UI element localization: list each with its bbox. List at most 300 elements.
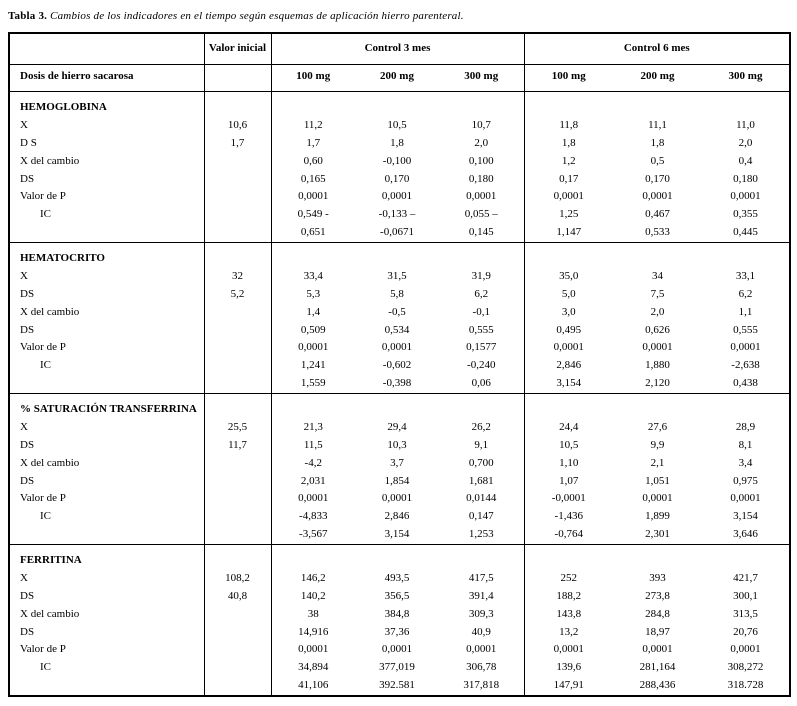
caption-label: Tabla 3. (8, 10, 48, 22)
cell-value: 0,467 (645, 208, 670, 220)
cell-value: 18,97 (645, 625, 670, 638)
table-row (9, 117, 790, 135)
table-row (9, 171, 790, 189)
cell-valor-inicial (204, 322, 271, 340)
cell-value: 2,1 (650, 456, 665, 469)
cell-value: 40,9 (439, 624, 524, 642)
empty-cell (524, 91, 613, 117)
cell-value: 1,880 (645, 359, 670, 371)
cell-valor-inicial (204, 677, 271, 696)
cell-value: 0,438 (733, 376, 758, 389)
row-label: IC (9, 206, 204, 224)
cell-value: 3,4 (738, 456, 753, 469)
cell-value: -0,1 (439, 304, 524, 322)
empty-cell (702, 91, 790, 117)
cell-value: 34 (652, 270, 663, 283)
header-dose-300-6mes: 300 mg (702, 64, 790, 91)
cell-valor-inicial (204, 224, 271, 242)
cell-value: 11,2 (303, 119, 323, 132)
cell-value: 11,1 (648, 119, 667, 132)
cell-valor-inicial: 10,6 (204, 117, 271, 135)
row-label: IC (9, 508, 204, 526)
cell-value: 0,975 (733, 474, 758, 487)
table-row (9, 490, 790, 508)
cell-value: 0,0001 (298, 341, 329, 354)
cell-value: 14,916 (298, 625, 329, 638)
table-row (9, 375, 790, 393)
cell-value: 0,145 (439, 224, 524, 242)
row-label (9, 224, 204, 242)
header-empty-cell (9, 33, 204, 64)
cell-value: 38 (307, 607, 319, 620)
empty-cell (439, 544, 524, 570)
cell-value: -0,133 – (378, 208, 416, 220)
cell-value: 288,436 (639, 678, 676, 691)
cell-value: 0,495 (556, 323, 582, 336)
cell-value: 6,2 (439, 286, 524, 304)
caption-text: Cambios de los indicadores en el tiempo según esquemas de aplicación hierro parenteral. (50, 10, 464, 22)
row-label (9, 526, 204, 544)
cell-value: 41,106 (298, 678, 329, 691)
header-dose-row (9, 64, 790, 91)
table-row (9, 437, 790, 455)
cell-value: 29,4 (387, 421, 407, 434)
table-row (9, 659, 790, 677)
cell-value: 10,5 (559, 439, 579, 451)
cell-value: 10,5 (387, 119, 407, 132)
cell-value: 0,055 – (439, 206, 524, 224)
cell-value: 188,2 (556, 590, 582, 602)
cell-valor-inicial (204, 606, 271, 624)
cell-value: 0,651 (300, 225, 326, 238)
cell-valor-inicial: 40,8 (204, 588, 271, 606)
empty-cell (613, 242, 702, 268)
empty-cell (271, 393, 355, 419)
cell-valor-inicial: 1,7 (204, 135, 271, 153)
cell-value: 1,241 (300, 359, 326, 371)
cell-value: 0,555 (439, 322, 524, 340)
section-title: HEMOGLOBINA (9, 91, 204, 117)
cell-value: 0,355 (733, 208, 758, 220)
cell-value: 0,60 (303, 154, 323, 167)
cell-value: 5,0 (561, 288, 576, 300)
cell-value: -2,638 (731, 359, 760, 371)
table-row (9, 322, 790, 340)
cell-value: 0,549 - (297, 208, 329, 220)
row-label: X del cambio (9, 455, 204, 473)
cell-value: 35,0 (559, 270, 579, 283)
cell-value: 318.728 (727, 678, 764, 691)
empty-cell (524, 544, 613, 570)
row-label (9, 375, 204, 393)
empty-cell (355, 242, 439, 268)
empty-cell (355, 91, 439, 117)
cell-value: 139,6 (556, 661, 582, 673)
cell-value: 1,681 (439, 473, 524, 491)
table-row (9, 304, 790, 322)
cell-value: 33,4 (303, 270, 323, 283)
empty-cell (204, 393, 271, 419)
empty-cell (613, 544, 702, 570)
cell-value: 8,1 (738, 439, 753, 451)
table-row (9, 224, 790, 242)
table-body (9, 91, 790, 696)
cell-value: -0,764 (554, 527, 583, 540)
cell-value: -0,398 (382, 376, 412, 389)
cell-value: 31,9 (439, 268, 524, 286)
cell-valor-inicial (204, 153, 271, 171)
cell-value: 252 (560, 572, 577, 585)
cell-value: 0,0001 (381, 341, 413, 354)
cell-valor-inicial (204, 375, 271, 393)
cell-value: -0,602 (382, 359, 412, 371)
cell-valor-inicial (204, 490, 271, 508)
empty-cell (355, 393, 439, 419)
cell-value: 140,2 (300, 590, 326, 602)
cell-value: 0,533 (645, 225, 670, 238)
cell-value: 10,7 (439, 117, 524, 135)
cell-value: 0,180 (439, 171, 524, 189)
row-label: X del cambio (9, 153, 204, 171)
cell-value: 10,3 (387, 439, 407, 451)
cell-value: 309,3 (439, 606, 524, 624)
cell-value: -1,436 (554, 510, 583, 522)
table-row (9, 357, 790, 375)
cell-value: 34,894 (298, 661, 329, 673)
empty-cell (271, 242, 355, 268)
row-label: DS (9, 624, 204, 642)
cell-value: 0,626 (645, 323, 670, 336)
cell-value: 2,0 (650, 305, 665, 318)
row-label: Valor de P (9, 641, 204, 659)
empty-cell (439, 393, 524, 419)
cell-value: 0,170 (645, 172, 670, 185)
cell-value: 0,147 (439, 508, 524, 526)
cell-value: 6,2 (738, 288, 753, 300)
row-label: IC (9, 659, 204, 677)
cell-value: 0,165 (300, 172, 326, 185)
section-title: FERRITINA (9, 544, 204, 570)
empty-cell (204, 544, 271, 570)
cell-valor-inicial: 11,7 (204, 437, 271, 455)
cell-valor-inicial: 5,2 (204, 286, 271, 304)
cell-valor-inicial (204, 357, 271, 375)
cell-value: 392.581 (379, 678, 415, 691)
cell-valor-inicial (204, 659, 271, 677)
cell-value: 0,0001 (298, 492, 329, 505)
cell-value: 0,0001 (642, 190, 673, 203)
cell-value: 0,5 (650, 154, 665, 167)
cell-value: -3,567 (299, 527, 328, 540)
cell-value: -4,2 (304, 456, 322, 469)
table-row (9, 526, 790, 544)
header-empty-cell (204, 64, 271, 91)
section-header-row (9, 242, 790, 268)
cell-value: 9,9 (650, 439, 665, 451)
table-row (9, 188, 790, 206)
table-row (9, 455, 790, 473)
cell-value: 317,818 (439, 677, 524, 696)
cell-valor-inicial: 25,5 (204, 419, 271, 437)
empty-cell (355, 544, 439, 570)
cell-value: 0,534 (384, 323, 410, 336)
row-label: D S (9, 135, 204, 153)
cell-value: 1,147 (556, 225, 582, 238)
row-label: X (9, 268, 204, 286)
row-label: DS (9, 286, 204, 304)
cell-value: 27,6 (647, 421, 668, 434)
row-label: DS (9, 473, 204, 491)
empty-cell (702, 393, 790, 419)
table-row (9, 624, 790, 642)
cell-value: 0,0144 (439, 490, 524, 508)
header-dose-200-6mes: 200 mg (613, 64, 702, 91)
cell-value: 20,76 (733, 625, 758, 638)
header-dose-100-6mes: 100 mg (524, 64, 613, 91)
header-dose-300-3mes: 300 mg (439, 64, 524, 91)
cell-value: 0,0001 (642, 643, 673, 656)
cell-value: 31,5 (387, 270, 407, 283)
cell-value: 1,7 (306, 137, 321, 149)
row-label: X (9, 117, 204, 135)
empty-cell (524, 242, 613, 268)
cell-value: 306,78 (439, 659, 524, 677)
table-row (9, 339, 790, 357)
header-valor-inicial: Valor inicial (204, 33, 271, 64)
cell-value: 26,2 (439, 419, 524, 437)
cell-value: 0,0001 (730, 341, 761, 354)
header-group-row (9, 33, 790, 64)
row-label: DS (9, 588, 204, 606)
cell-valor-inicial (204, 473, 271, 491)
cell-value: 7,5 (650, 288, 665, 300)
section-title: % SATURACIÓN TRANSFERRINA (9, 393, 204, 419)
empty-cell (439, 242, 524, 268)
cell-valor-inicial: 32 (204, 268, 271, 286)
cell-value: 313,5 (733, 607, 758, 620)
table-row (9, 588, 790, 606)
cell-value: 273,8 (645, 590, 670, 602)
cell-value: 2,0 (439, 135, 524, 153)
cell-value: 0,0001 (381, 190, 413, 203)
cell-valor-inicial (204, 455, 271, 473)
cell-value: 0,0001 (730, 190, 761, 203)
cell-value: 1,051 (645, 474, 670, 487)
cell-value: 1,8 (390, 137, 404, 149)
empty-cell (204, 91, 271, 117)
header-control-6-mes: Control 6 mes (524, 33, 790, 64)
empty-cell (439, 91, 524, 117)
cell-valor-inicial (204, 304, 271, 322)
row-label: X (9, 570, 204, 588)
row-label: Valor de P (9, 490, 204, 508)
cell-value: 1,1 (738, 305, 753, 318)
cell-value: 0,0001 (298, 190, 329, 203)
cell-value: 37,36 (384, 625, 410, 638)
cell-value: 24,4 (559, 421, 579, 434)
cell-value: 1,10 (559, 456, 579, 469)
cell-valor-inicial (204, 508, 271, 526)
row-label: Valor de P (9, 339, 204, 357)
cell-value: 1,854 (384, 474, 410, 487)
row-label: DS (9, 322, 204, 340)
cell-value: 2,031 (300, 474, 326, 487)
cell-value: 143,8 (556, 607, 582, 620)
cell-value: 11,8 (559, 119, 579, 132)
row-label: Valor de P (9, 188, 204, 206)
cell-value: 5,8 (390, 288, 404, 300)
cell-value: 0,0001 (381, 643, 413, 656)
cell-valor-inicial: 108,2 (204, 570, 271, 588)
cell-value: 384,8 (384, 607, 410, 620)
cell-value: 13,2 (559, 625, 579, 638)
table-row (9, 508, 790, 526)
cell-value: -0,0671 (380, 225, 414, 238)
cell-value: 0,0001 (553, 643, 584, 656)
cell-value: 0,0001 (642, 492, 673, 505)
cell-value: 0,0001 (642, 341, 673, 354)
cell-value: 421,7 (733, 572, 758, 585)
cell-value: 3,7 (390, 456, 404, 469)
cell-value: 2,120 (645, 376, 670, 389)
section-header-row (9, 544, 790, 570)
cell-value: 0,1577 (439, 339, 524, 357)
cell-value: 0,0001 (298, 643, 329, 656)
cell-value: -0,0001 (551, 492, 586, 505)
cell-value: 2,0 (738, 137, 753, 149)
cell-value: 33,1 (735, 270, 756, 283)
header-dose-200-3mes: 200 mg (355, 64, 439, 91)
cell-value: 0,17 (559, 172, 579, 185)
row-label: DS (9, 171, 204, 189)
cell-value: 0,509 (300, 323, 326, 336)
cell-value: 5,3 (306, 288, 321, 300)
cell-value: 493,5 (384, 572, 410, 585)
table-row (9, 153, 790, 171)
cell-valor-inicial (204, 188, 271, 206)
row-label: X del cambio (9, 606, 204, 624)
table-row (9, 286, 790, 304)
header-control-3-mes: Control 3 mes (271, 33, 524, 64)
cell-value: 2,301 (645, 527, 670, 540)
section-title: HEMATOCRITO (9, 242, 204, 268)
row-label: DS (9, 437, 204, 455)
table-row (9, 268, 790, 286)
cell-value: 281,164 (639, 661, 676, 673)
cell-value: 3,154 (556, 376, 582, 389)
indicators-table (8, 32, 791, 697)
cell-valor-inicial (204, 171, 271, 189)
empty-cell (613, 393, 702, 419)
cell-value: 0,445 (733, 225, 758, 238)
cell-value: 1,4 (306, 305, 321, 318)
cell-valor-inicial (204, 641, 271, 659)
cell-value: 9,1 (439, 437, 524, 455)
cell-value: 0,0001 (553, 190, 584, 203)
cell-value: 308,272 (727, 661, 764, 673)
cell-value: 0,06 (439, 375, 524, 393)
cell-value: 0,700 (439, 455, 524, 473)
cell-valor-inicial (204, 339, 271, 357)
cell-value: 0,100 (439, 153, 524, 171)
table-row (9, 206, 790, 224)
table-row (9, 419, 790, 437)
cell-value: 1,8 (561, 137, 576, 149)
cell-value: -0,240 (439, 357, 524, 375)
cell-value: 0,180 (733, 172, 758, 185)
cell-value: 1,07 (559, 474, 579, 487)
cell-valor-inicial (204, 206, 271, 224)
cell-value: 1,25 (559, 208, 579, 220)
cell-value: 2,846 (556, 359, 582, 371)
cell-value: 393 (649, 572, 666, 585)
table-row (9, 606, 790, 624)
cell-value: 0,0001 (381, 492, 413, 505)
row-label: X (9, 419, 204, 437)
cell-value: -0,5 (388, 305, 406, 318)
section-header-row (9, 393, 790, 419)
row-label (9, 677, 204, 696)
cell-value: 0,555 (733, 323, 758, 336)
cell-value: 1,2 (561, 154, 576, 167)
cell-value: 300,1 (733, 590, 758, 602)
cell-value: 1,899 (645, 510, 670, 522)
empty-cell (702, 242, 790, 268)
header-dosis-label: Dosis de hierro sacarosa (9, 64, 204, 91)
table-row (9, 677, 790, 696)
cell-value: 1,253 (439, 526, 524, 544)
empty-cell (702, 544, 790, 570)
section-header-row (9, 91, 790, 117)
cell-value: 28,9 (735, 421, 756, 434)
row-label: IC (9, 357, 204, 375)
empty-cell (204, 242, 271, 268)
cell-value: 391,4 (439, 588, 524, 606)
empty-cell (613, 91, 702, 117)
cell-value: 11,5 (303, 439, 323, 451)
cell-value: 0,0001 (439, 641, 524, 659)
cell-value: 0,170 (384, 172, 410, 185)
cell-value: 3,0 (561, 305, 576, 318)
table-row (9, 135, 790, 153)
table-row (9, 473, 790, 491)
empty-cell (271, 91, 355, 117)
cell-value: 417,5 (439, 570, 524, 588)
cell-value: 0,4 (738, 154, 753, 167)
table-row (9, 641, 790, 659)
cell-value: -0,100 (382, 154, 412, 167)
cell-value: 1,559 (300, 376, 326, 389)
cell-value: 146,2 (300, 572, 326, 585)
cell-value: 21,3 (303, 421, 323, 434)
cell-value: 0,0001 (439, 188, 524, 206)
cell-value: 284,8 (645, 607, 670, 620)
cell-value: 0,0001 (730, 643, 761, 656)
cell-value: 2,846 (384, 510, 410, 522)
empty-cell (524, 393, 613, 419)
cell-value: 3,154 (384, 527, 410, 540)
empty-cell (271, 544, 355, 570)
cell-value: 11,0 (736, 119, 755, 132)
cell-value: 0,0001 (730, 492, 761, 505)
cell-value: -4,833 (299, 510, 328, 522)
cell-value: 0,0001 (553, 341, 584, 354)
cell-value: 377,019 (379, 661, 415, 673)
cell-valor-inicial (204, 624, 271, 642)
cell-value: 3,646 (733, 527, 758, 540)
cell-value: 3,154 (733, 510, 758, 522)
cell-value: 147,91 (553, 678, 584, 691)
